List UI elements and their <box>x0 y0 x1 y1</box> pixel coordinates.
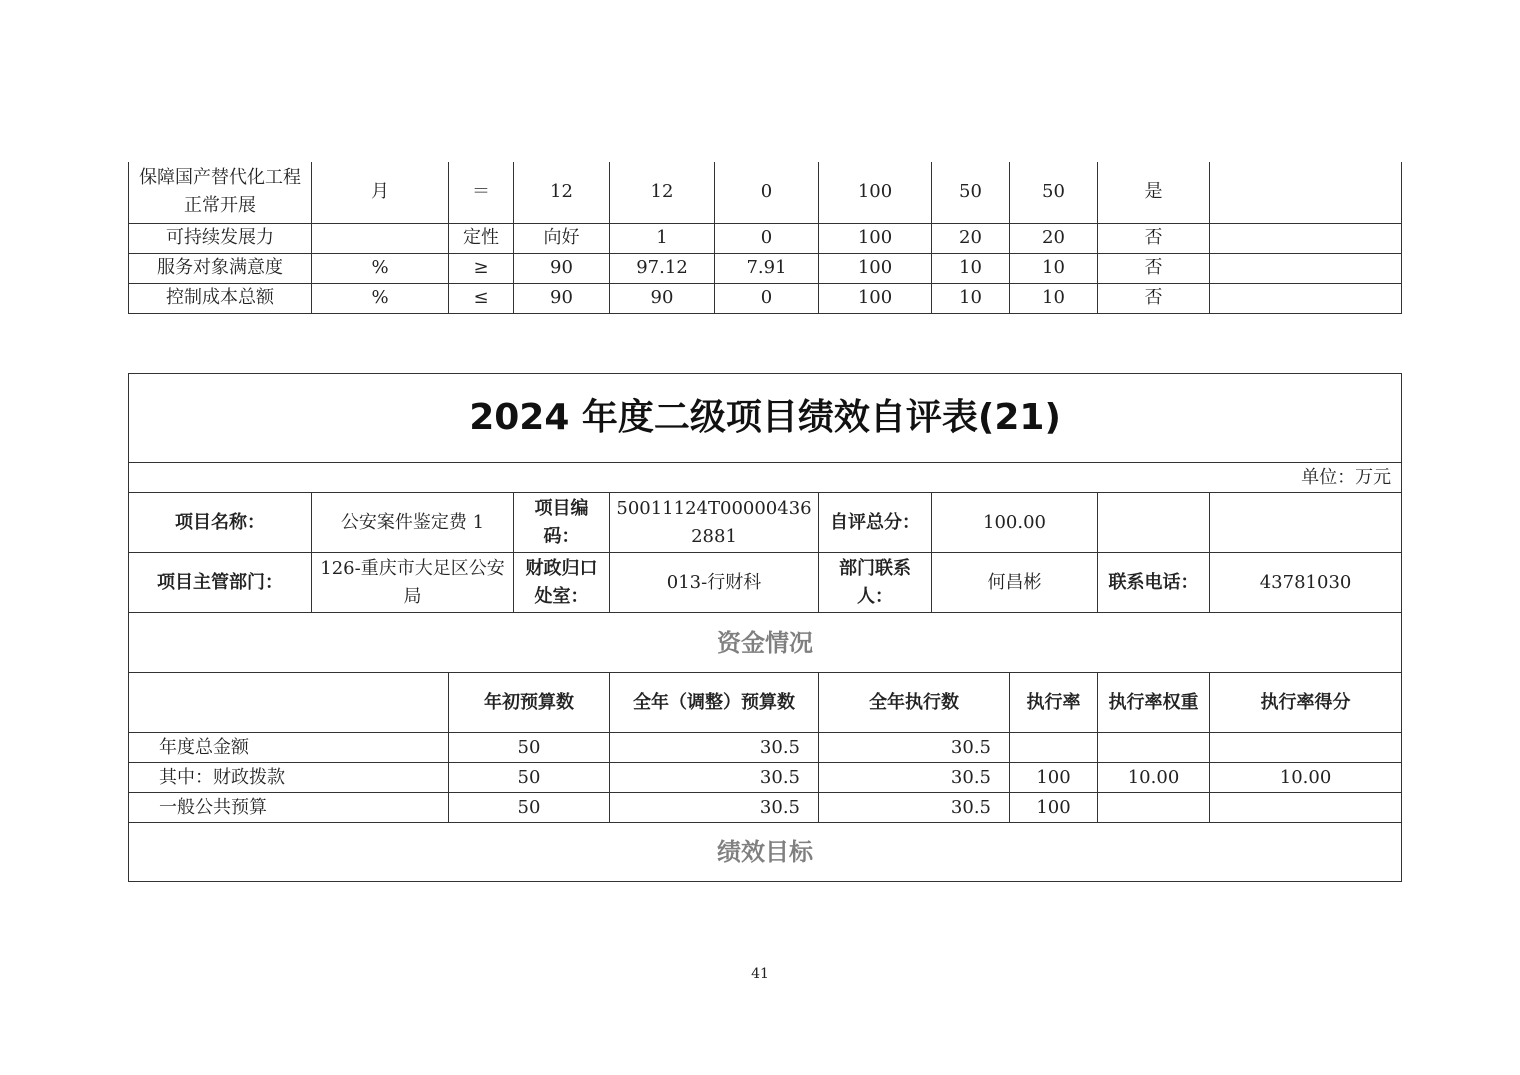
funds-cell-score <box>1210 793 1402 823</box>
table-row <box>129 283 1402 313</box>
funds-cell-weight <box>1098 733 1210 763</box>
funds-cell-initial: 50 <box>449 793 610 823</box>
page-number: 41 <box>751 966 769 982</box>
cell-weight: 20 <box>932 223 1010 253</box>
funds-cell-executed: 30.5 <box>819 763 1010 793</box>
funds-cell-rate: 100 <box>1010 763 1098 793</box>
cell-weight: 50 <box>932 162 1010 223</box>
funds-cell-weight: 10.00 <box>1098 763 1210 793</box>
cell-name: 可持续发展力 <box>129 223 312 253</box>
cell-note <box>1210 162 1402 223</box>
cell-target: 12 <box>514 162 610 223</box>
cell-target: 90 <box>514 283 610 313</box>
contact-label: 部门联系人： <box>819 553 932 613</box>
finance-office: 013-行财科 <box>610 553 819 613</box>
project-code: 50011124T000004362881 <box>610 493 819 553</box>
funds-cell-executed: 30.5 <box>819 793 1010 823</box>
funds-header-executed: 全年执行数 <box>819 673 1010 733</box>
table-row <box>129 763 1402 793</box>
cell-rate: 100 <box>819 283 932 313</box>
cell-weight: 10 <box>932 283 1010 313</box>
funds-cell-adjusted: 30.5 <box>610 793 819 823</box>
cell-name: 保障国产替代化工程正常开展 <box>129 162 312 223</box>
cell-flag: 否 <box>1098 283 1210 313</box>
cell-score: 10 <box>1010 253 1098 283</box>
funds-cell-score: 10.00 <box>1210 763 1402 793</box>
cell-rate: 100 <box>819 253 932 283</box>
funds-header-adjusted: 全年（调整）预算数 <box>610 673 819 733</box>
cell-unit <box>312 223 449 253</box>
unit-label: 单位：万元 <box>129 463 1402 493</box>
project-code-label: 项目编码： <box>514 493 610 553</box>
cell-op: ≤ <box>449 283 514 313</box>
project-name-label: 项目名称： <box>129 493 312 553</box>
indicator-table-continued <box>128 162 1402 314</box>
self-evaluation-form <box>128 373 1402 882</box>
funds-cell-label: 年度总金额 <box>129 733 449 763</box>
funds-cell-label: 其中：财政拨款 <box>129 763 449 793</box>
cell-op: ＝ <box>449 162 514 223</box>
cell-name: 服务对象满意度 <box>129 253 312 283</box>
empty-cell <box>1098 493 1210 553</box>
dept: 126-重庆市大足区公安局 <box>312 553 514 613</box>
cell-rate: 100 <box>819 223 932 253</box>
cell-actual: 12 <box>610 162 715 223</box>
funds-cell-label: 一般公共预算 <box>129 793 449 823</box>
cell-op: 定性 <box>449 223 514 253</box>
table-row <box>129 793 1402 823</box>
phone: 43781030 <box>1210 553 1402 613</box>
cell-rate: 100 <box>819 162 932 223</box>
funds-cell-score <box>1210 733 1402 763</box>
funds-cell-rate <box>1010 733 1098 763</box>
table-row <box>129 733 1402 763</box>
funds-header-rate: 执行率 <box>1010 673 1098 733</box>
cell-actual: 90 <box>610 283 715 313</box>
cell-score: 50 <box>1010 162 1098 223</box>
form-title: 2024 年度二级项目绩效自评表(21) <box>129 374 1402 463</box>
funds-header-blank <box>129 673 449 733</box>
funds-cell-executed: 30.5 <box>819 733 1010 763</box>
cell-note <box>1210 223 1402 253</box>
cell-unit: 月 <box>312 162 449 223</box>
cell-deviation: 0 <box>715 223 819 253</box>
cell-score: 10 <box>1010 283 1098 313</box>
cell-deviation: 7.91 <box>715 253 819 283</box>
goals-section-title: 绩效目标 <box>129 823 1402 882</box>
funds-cell-weight <box>1098 793 1210 823</box>
cell-note <box>1210 253 1402 283</box>
cell-weight: 10 <box>932 253 1010 283</box>
funds-cell-rate: 100 <box>1010 793 1098 823</box>
project-name: 公安案件鉴定费 1 <box>312 493 514 553</box>
cell-note <box>1210 283 1402 313</box>
cell-deviation: 0 <box>715 283 819 313</box>
cell-op: ≥ <box>449 253 514 283</box>
cell-target: 向好 <box>514 223 610 253</box>
table-row <box>129 223 1402 253</box>
funds-header-weight: 执行率权重 <box>1098 673 1210 733</box>
cell-flag: 是 <box>1098 162 1210 223</box>
finance-office-label: 财政归口处室： <box>514 553 610 613</box>
self-score-label: 自评总分： <box>819 493 932 553</box>
funds-header-initial: 年初预算数 <box>449 673 610 733</box>
funds-cell-adjusted: 30.5 <box>610 733 819 763</box>
funds-section-title: 资金情况 <box>129 613 1402 673</box>
contact: 何昌彬 <box>932 553 1098 613</box>
cell-flag: 否 <box>1098 253 1210 283</box>
cell-unit: % <box>312 253 449 283</box>
cell-score: 20 <box>1010 223 1098 253</box>
funds-header-score: 执行率得分 <box>1210 673 1402 733</box>
cell-actual: 97.12 <box>610 253 715 283</box>
cell-deviation: 0 <box>715 162 819 223</box>
empty-cell <box>1210 493 1402 553</box>
dept-label: 项目主管部门： <box>129 553 312 613</box>
cell-flag: 否 <box>1098 223 1210 253</box>
cell-target: 90 <box>514 253 610 283</box>
table-row <box>129 253 1402 283</box>
self-score: 100.00 <box>932 493 1098 553</box>
cell-actual: 1 <box>610 223 715 253</box>
funds-cell-initial: 50 <box>449 733 610 763</box>
funds-cell-initial: 50 <box>449 763 610 793</box>
phone-label: 联系电话： <box>1098 553 1210 613</box>
cell-unit: % <box>312 283 449 313</box>
table-row <box>129 162 1402 223</box>
funds-cell-adjusted: 30.5 <box>610 763 819 793</box>
cell-name: 控制成本总额 <box>129 283 312 313</box>
